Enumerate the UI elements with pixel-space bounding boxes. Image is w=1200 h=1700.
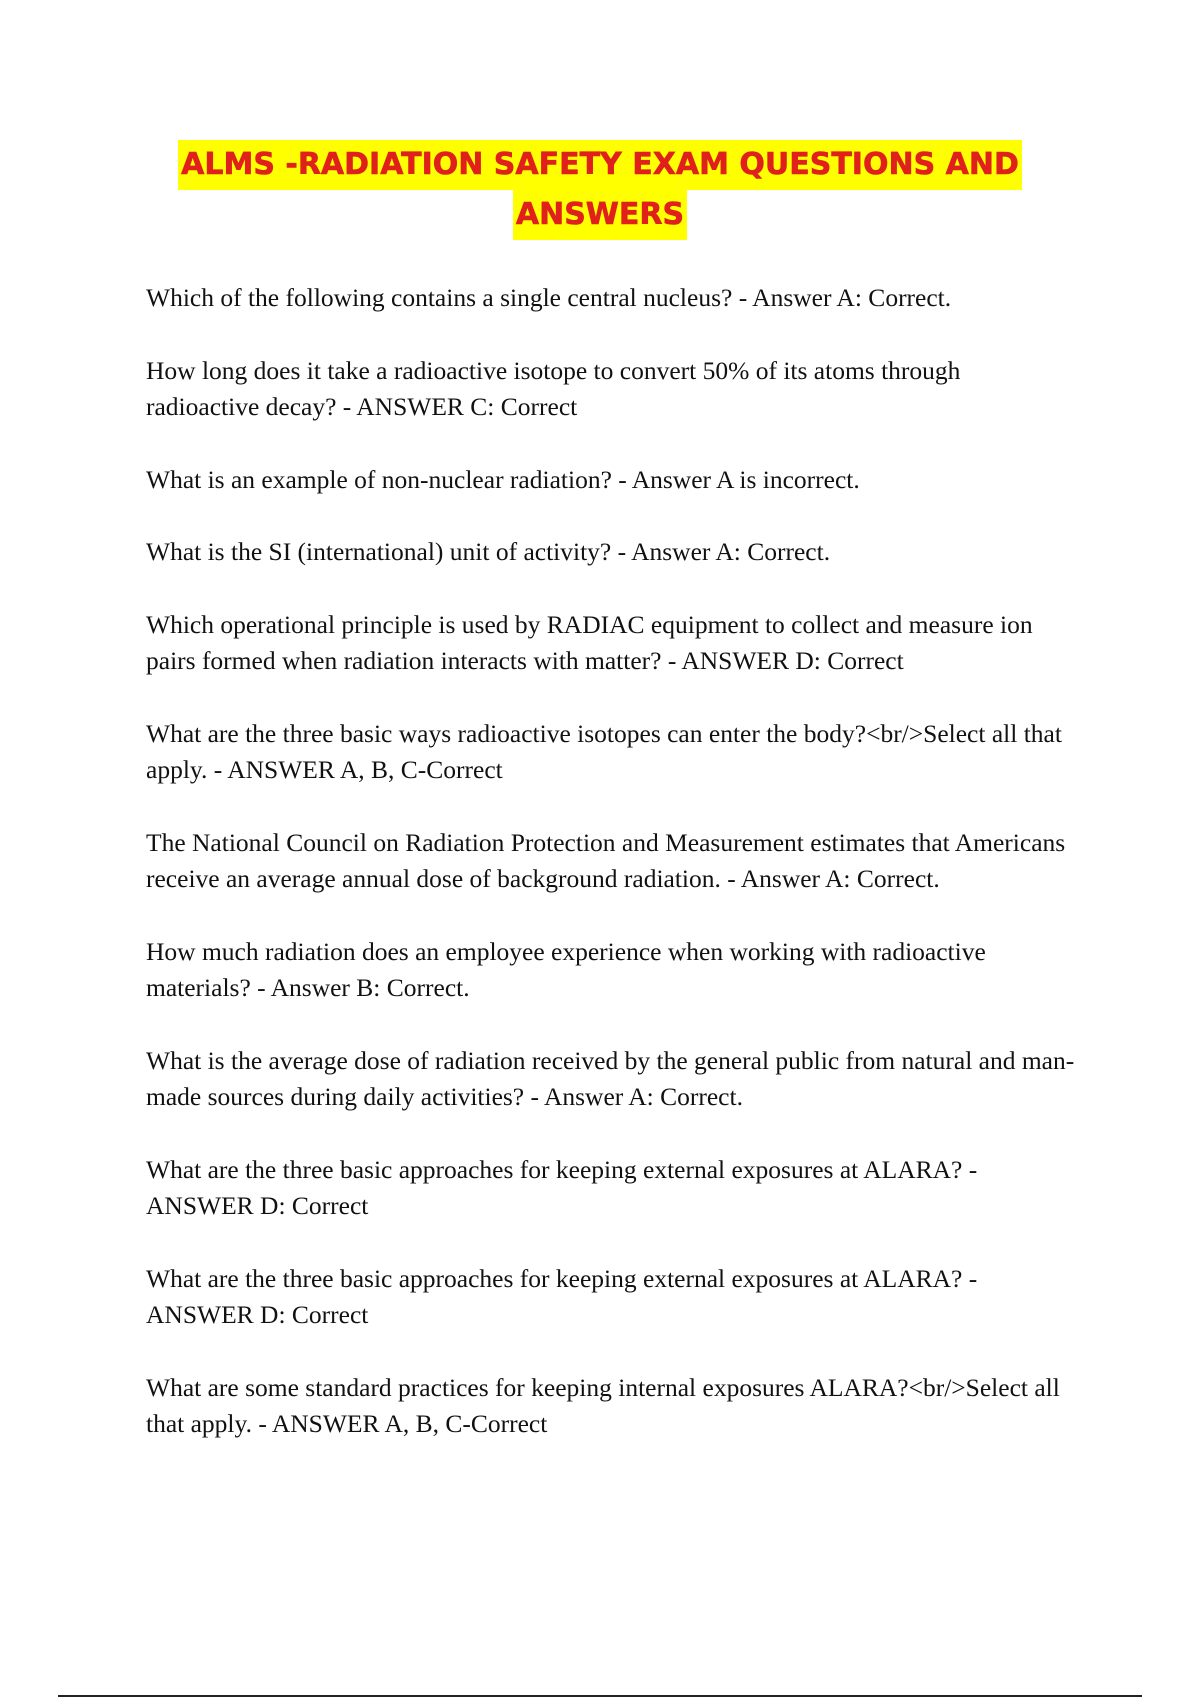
qa-item: How long does it take a radioactive isotope to convert 50% of its atoms through radioactive decay? - ANSWER C: Correct xyxy=(146,355,961,421)
qa-item: The National Council on Radiation Protection and Measurement estimates that Americans receive an average annual dose of background radiation. - Answer A: Correct. xyxy=(146,827,1066,893)
qa-item: What is the SI (international) unit of activity? - Answer A: Correct. xyxy=(146,537,831,566)
qa-item: What are the three basic approaches for keeping external exposures at ALARA? - ANSWER D: Correct xyxy=(146,1263,978,1329)
document-title xyxy=(120,140,1080,240)
qa-item: Which of the following contains a single central nucleus? - Answer A: Correct. xyxy=(146,283,952,312)
title-line-2: ANSWERS xyxy=(513,190,687,240)
qa-item: What are some standard practices for keeping internal exposures ALARA?<br/>Select all that apply. - ANSWER A, B, C-Correct xyxy=(146,1372,1060,1438)
qa-list xyxy=(146,280,1076,1479)
qa-item: Which operational principle is used by RADIAC equipment to collect and measure ion pairs formed when radiation interacts with matter? - ANSWER D: Correct xyxy=(146,609,1033,675)
qa-item: What are the three basic approaches for keeping external exposures at ALARA? - ANSWER D: Correct xyxy=(146,1154,978,1220)
qa-item: How much radiation does an employee experience when working with radioactive materials? - Answer B: Correct. xyxy=(146,936,986,1002)
page-bottom-divider xyxy=(58,1695,1142,1697)
title-line-1: ALMS -RADIATION SAFETY EXAM QUESTIONS AND xyxy=(178,140,1022,190)
qa-item: What are the three basic ways radioactive isotopes can enter the body?<br/>Select all that apply. - ANSWER A, B, C-Correct xyxy=(146,718,1062,784)
qa-item: What is the average dose of radiation received by the general public from natural and man-made sources during daily activities? - Answer A: Correct. xyxy=(146,1045,1075,1111)
qa-item: What is an example of non-nuclear radiation? - Answer A is incorrect. xyxy=(146,464,860,494)
